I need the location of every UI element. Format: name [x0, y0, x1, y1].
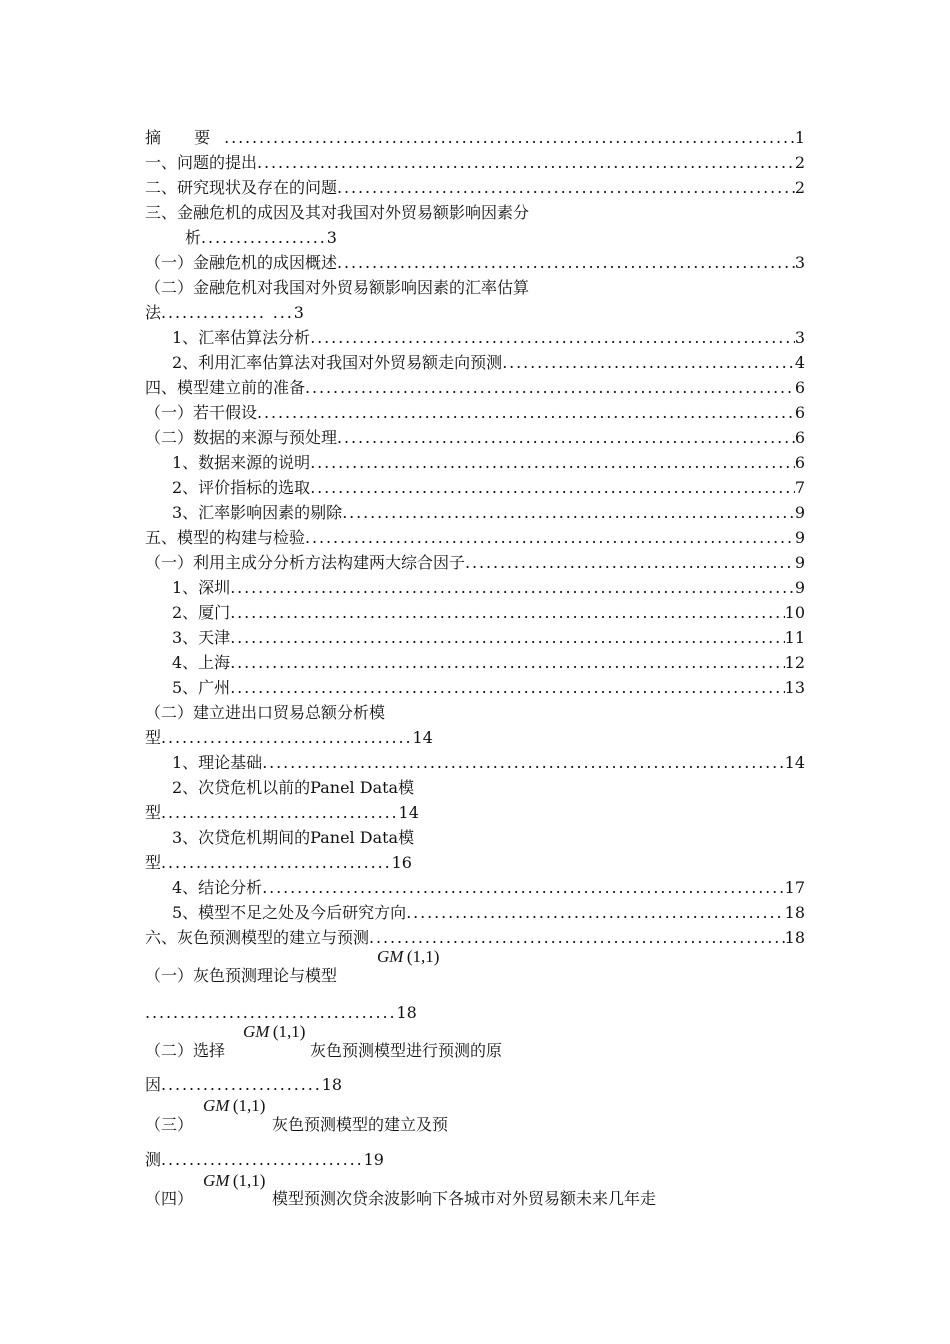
toc-leader-dots	[406, 903, 784, 923]
toc-page-number: 6	[794, 453, 805, 472]
toc-entry-continuation[interactable]	[145, 1003, 417, 1023]
toc-entry-title-cont: 型	[145, 728, 162, 747]
toc-entry[interactable]	[145, 403, 805, 423]
toc-entry-title-cont: 析	[185, 228, 202, 247]
toc-page-number: 18	[321, 1075, 343, 1094]
toc-page-number: 3	[293, 303, 304, 322]
toc-page-number: 14	[412, 728, 433, 747]
toc-entry-title: 二、研究现状及存在的问题	[145, 178, 338, 197]
toc-entry[interactable]	[145, 553, 805, 573]
toc-leader-dots	[230, 603, 784, 623]
toc-entry-title[interactable]: （三）	[145, 1115, 194, 1134]
toc-leader-dots: ............... ...	[161, 303, 294, 322]
toc-leader-dots: ..................	[201, 228, 327, 247]
toc-entry-title: 3、汇率影响因素的剔除	[172, 503, 343, 522]
toc-page-number: 12	[784, 653, 805, 672]
toc-entry[interactable]	[145, 153, 805, 173]
toc-page-number: 14	[398, 803, 419, 822]
toc-page-number: 3	[326, 228, 337, 247]
toc-entry-title-cont: 法	[145, 303, 162, 322]
toc-entry[interactable]	[145, 378, 805, 398]
toc-entry-title: 2、评价指标的选取	[172, 478, 311, 497]
toc-entry[interactable]	[172, 603, 805, 623]
toc-leader-dots	[257, 403, 795, 423]
toc-leader-dots	[310, 453, 795, 473]
toc-entry[interactable]	[145, 528, 805, 548]
toc-page-number: 6	[794, 428, 805, 447]
toc-leader-dots	[337, 178, 795, 198]
toc-entry-title-cont: 因	[145, 1075, 162, 1094]
toc-page-number: 18	[784, 903, 805, 922]
toc-entry-title-cont: 测	[145, 1150, 162, 1169]
toc-entry-title: （一）金融危机的成因概述	[145, 253, 338, 272]
toc-leader-dots	[230, 578, 795, 598]
toc-entry-title: 2、利用汇率估算法对我国对外贸易额走向预测	[172, 353, 503, 372]
gm-formula: GM (1,1)	[243, 1022, 306, 1041]
toc-leader-dots	[230, 653, 784, 673]
toc-entry-continuation[interactable]	[145, 803, 419, 823]
toc-page-number: 1	[794, 128, 805, 147]
toc-page-number: 10	[784, 603, 805, 622]
toc-page-number: 6	[794, 378, 805, 397]
toc-entry-title: （二）数据的来源与预处理	[145, 428, 338, 447]
toc-entry[interactable]	[145, 928, 805, 948]
toc-leader-dots	[257, 153, 795, 173]
toc-page-number: 6	[794, 403, 805, 422]
toc-leader-dots	[310, 328, 795, 348]
toc-entry-continuation[interactable]	[145, 303, 304, 323]
toc-entry-title: 1、汇率估算法分析	[172, 328, 311, 347]
toc-entry-title: 1、深圳	[172, 578, 231, 597]
toc-page-number: 13	[784, 678, 805, 697]
toc-leader-dots	[262, 878, 784, 898]
toc-page-number: 3	[794, 328, 805, 347]
toc-entry-title-post[interactable]: 灰色预测模型的建立及预	[272, 1115, 449, 1134]
toc-entry[interactable]	[172, 578, 805, 598]
toc-leader-dots	[369, 928, 785, 948]
toc-entry-title[interactable]: （四）	[145, 1189, 194, 1208]
toc-entry-title: 四、模型建立前的准备	[145, 378, 306, 397]
toc-entry-title: 5、模型不足之处及今后研究方向	[172, 903, 407, 922]
toc-page-number: 2	[794, 153, 805, 172]
toc-entry[interactable]	[145, 428, 805, 448]
toc-entry-title: 4、上海	[172, 653, 231, 672]
toc-page-number: 3	[794, 253, 805, 272]
gm-formula: GM (1,1)	[203, 1096, 266, 1115]
toc-page-number: 16	[391, 853, 412, 872]
toc-page-number: 2	[794, 178, 805, 197]
toc-leader-dots	[465, 553, 795, 573]
toc-leader-dots: .............................	[161, 1150, 364, 1169]
toc-leader-dots	[230, 678, 784, 698]
toc-entry-continuation[interactable]	[145, 1075, 342, 1095]
gm-formula: GM (1,1)	[377, 947, 440, 966]
toc-leader-dots	[305, 528, 795, 548]
toc-entry[interactable]	[172, 903, 805, 923]
toc-leader-dots: .................................	[161, 853, 392, 872]
toc-leader-dots	[305, 378, 795, 398]
toc-page-number: 7	[794, 478, 805, 497]
toc-leader-dots	[262, 753, 784, 773]
gm-formula: GM (1,1)	[203, 1171, 266, 1190]
toc-page-number: 11	[784, 628, 805, 647]
toc-entry[interactable]	[172, 353, 805, 373]
toc-leader-dots	[337, 428, 795, 448]
toc-entry[interactable]	[172, 753, 805, 773]
toc-entry[interactable]	[172, 653, 805, 673]
toc-entry-title[interactable]: （一）灰色预测理论与模型	[145, 966, 338, 985]
toc-leader-dots	[342, 503, 795, 523]
toc-entry-abstract[interactable]	[145, 128, 805, 148]
toc-entry[interactable]	[172, 453, 805, 473]
toc-entry-title: （一）利用主成分分析方法构建两大综合因子	[145, 553, 466, 572]
toc-entry[interactable]	[172, 503, 805, 523]
toc-entry-title: 4、结论分析	[172, 878, 263, 897]
toc-page-number: 14	[784, 753, 805, 772]
toc-entry-title: 一、问题的提出	[145, 153, 258, 172]
toc-entry-title-post[interactable]: 灰色预测模型进行预测的原	[310, 1041, 503, 1060]
toc-leader-dots	[310, 478, 795, 498]
toc-page-number: 9	[794, 528, 805, 547]
toc-page-number: 9	[794, 578, 805, 597]
toc-entry-title: 摘 要	[145, 128, 225, 147]
toc-leader-dots	[230, 628, 784, 648]
toc-entry[interactable]	[172, 328, 805, 348]
toc-entry-title: 1、数据来源的说明	[172, 453, 311, 472]
toc-page-number: 9	[794, 553, 805, 572]
toc-entry-title[interactable]: （二）金融危机对我国对外贸易额影响因素的汇率估算	[145, 278, 530, 297]
toc-entry-title: 五、模型的构建与检验	[145, 528, 306, 547]
toc-entry[interactable]	[172, 628, 805, 648]
toc-leader-dots	[502, 353, 795, 373]
toc-entry-continuation[interactable]	[145, 853, 412, 873]
toc-page-number: 9	[794, 503, 805, 522]
toc-page-number: 19	[363, 1150, 384, 1169]
toc-entry-title[interactable]: 3、次贷危机期间的Panel Data模	[172, 828, 415, 847]
toc-leader-dots: ....................................	[161, 728, 413, 747]
toc-entry-title[interactable]: （二）选择	[145, 1041, 226, 1060]
toc-entry-title[interactable]: 三、金融危机的成因及其对我国对外贸易额影响因素分	[145, 203, 530, 222]
toc-entry-title: 六、灰色预测模型的建立与预测	[145, 928, 370, 947]
toc-entry[interactable]	[145, 178, 805, 198]
toc-page-number: 18	[784, 928, 805, 947]
toc-page-number: 4	[794, 353, 805, 372]
toc-leader-dots	[224, 128, 795, 148]
toc-entry-title: 2、厦门	[172, 603, 231, 622]
toc-entry[interactable]	[172, 878, 805, 898]
toc-entry[interactable]	[145, 253, 805, 273]
toc-entry-continuation[interactable]	[145, 728, 433, 748]
toc-entry-title: （一）若干假设	[145, 403, 258, 422]
toc-entry-title[interactable]: 2、次贷危机以前的Panel Data模	[172, 778, 415, 797]
toc-entry[interactable]	[172, 678, 805, 698]
toc-entry[interactable]	[172, 478, 805, 498]
toc-entry-title: 3、天津	[172, 628, 231, 647]
toc-entry-title: 5、广州	[172, 678, 231, 697]
toc-page-number: 17	[784, 878, 805, 897]
toc-page-number: 18	[396, 1003, 417, 1022]
toc-leader-dots: ..................................	[161, 803, 399, 822]
toc-entry-continuation[interactable]	[145, 1150, 384, 1170]
toc-entry-title-post[interactable]: 模型预测次贷余波影响下各城市对外贸易额未来几年走	[272, 1189, 657, 1208]
toc-entry-title[interactable]: （二）建立进出口贸易总额分析模	[145, 703, 386, 722]
toc-entry-title-cont: 型	[145, 803, 162, 822]
toc-leader-dots: .......................	[161, 1075, 322, 1094]
toc-leader-dots	[337, 253, 795, 273]
toc-leader-dots: ....................................	[145, 1003, 397, 1022]
toc-entry-title-cont: 型	[145, 853, 162, 872]
toc-entry-title: 1、理论基础	[172, 753, 263, 772]
toc-entry-continuation[interactable]	[185, 228, 337, 248]
